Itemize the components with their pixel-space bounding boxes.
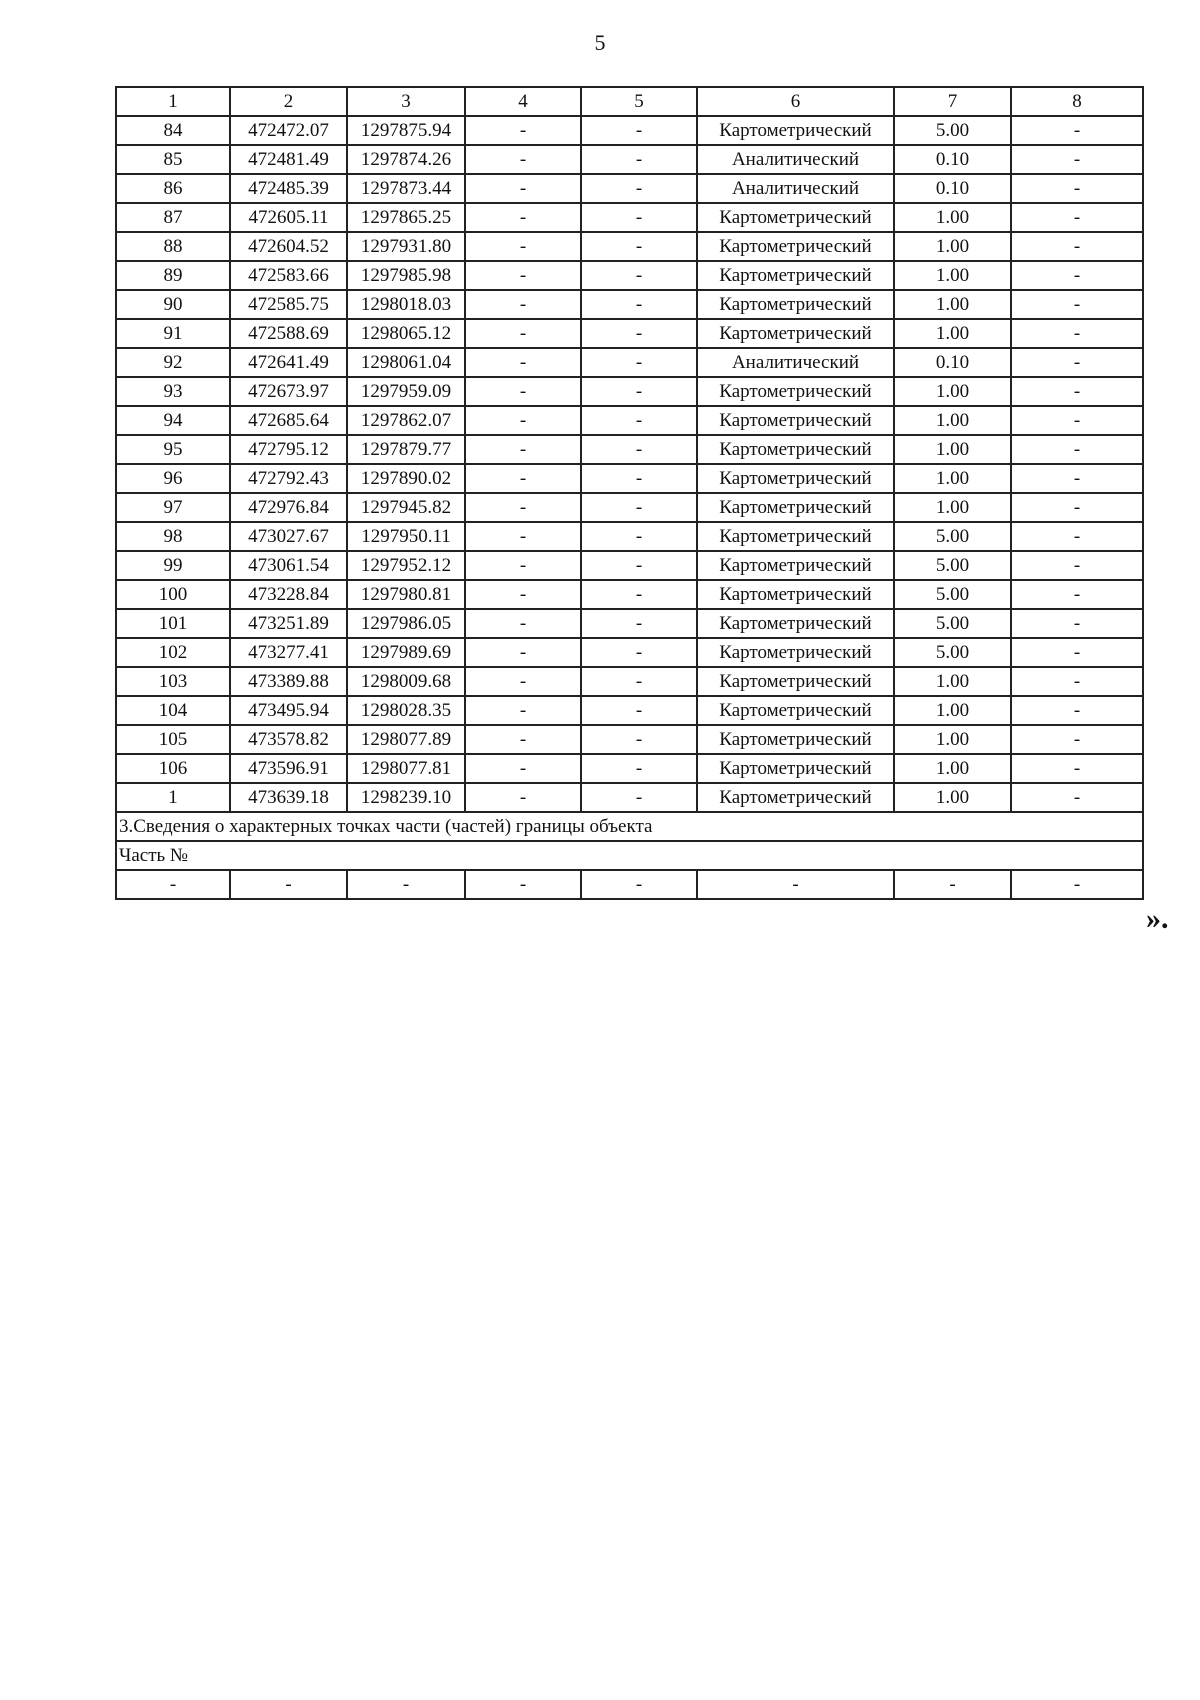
table-cell: 473277.41 [230, 638, 347, 667]
table-cell: - [581, 783, 697, 812]
table-row [116, 783, 1143, 812]
table-cell: - [1011, 348, 1143, 377]
table-cell: Картометрический [697, 377, 894, 406]
table-cell: - [1011, 116, 1143, 145]
table-cell: 103 [116, 667, 230, 696]
table-row [116, 464, 1143, 493]
table-cell: - [465, 435, 581, 464]
table-cell: - [1011, 522, 1143, 551]
table-cell: - [581, 261, 697, 290]
table-cell: 472485.39 [230, 174, 347, 203]
table-cell: - [581, 377, 697, 406]
table-cell: - [581, 754, 697, 783]
table-cell: - [465, 522, 581, 551]
table-cell: - [581, 609, 697, 638]
table-row [116, 261, 1143, 290]
table-cell: 473495.94 [230, 696, 347, 725]
table-cell: - [581, 551, 697, 580]
table-cell: 472472.07 [230, 116, 347, 145]
table-cell: 1297989.69 [347, 638, 465, 667]
table-cell: 1.00 [894, 261, 1011, 290]
table-cell: 93 [116, 377, 230, 406]
table-cell: 5.00 [894, 580, 1011, 609]
table-cell: - [581, 580, 697, 609]
table-cell: 92 [116, 348, 230, 377]
table-cell: 98 [116, 522, 230, 551]
table-cell: 85 [116, 145, 230, 174]
table-cell: 1297873.44 [347, 174, 465, 203]
table-cell: 472976.84 [230, 493, 347, 522]
table-cell: Картометрический [697, 203, 894, 232]
table-cell: - [465, 580, 581, 609]
table-row [116, 435, 1143, 464]
table-cell: 95 [116, 435, 230, 464]
table-cell: 473639.18 [230, 783, 347, 812]
table-cell: 473389.88 [230, 667, 347, 696]
part-label-row [116, 841, 1143, 870]
table-cell: 1297952.12 [347, 551, 465, 580]
table-cell: - [581, 174, 697, 203]
table-cell: - [465, 261, 581, 290]
closing-quote-mark: ». [1146, 902, 1169, 935]
table-cell: 472604.52 [230, 232, 347, 261]
header-cell: 7 [894, 87, 1011, 116]
table-cell: Картометрический [697, 783, 894, 812]
table-row [116, 406, 1143, 435]
empty-cell: - [894, 870, 1011, 899]
table-row [116, 319, 1143, 348]
table-cell: 1297865.25 [347, 203, 465, 232]
table-cell: - [1011, 290, 1143, 319]
table-cell: 1.00 [894, 725, 1011, 754]
empty-row [116, 870, 1143, 899]
table-cell: 1.00 [894, 319, 1011, 348]
table-cell: 94 [116, 406, 230, 435]
table-cell: - [1011, 319, 1143, 348]
table-cell: 1297945.82 [347, 493, 465, 522]
table-cell: 102 [116, 638, 230, 667]
table-cell: 1297986.05 [347, 609, 465, 638]
table-cell: Аналитический [697, 174, 894, 203]
table-cell: 1.00 [894, 232, 1011, 261]
table-cell: 5.00 [894, 551, 1011, 580]
table-cell: 88 [116, 232, 230, 261]
table-cell: - [581, 203, 697, 232]
table-cell: 99 [116, 551, 230, 580]
table-cell: 473228.84 [230, 580, 347, 609]
coordinates-table [115, 86, 1144, 900]
header-cell: 8 [1011, 87, 1143, 116]
table-cell: - [465, 145, 581, 174]
table-cell: 472588.69 [230, 319, 347, 348]
table-cell: 106 [116, 754, 230, 783]
table-cell: 1297985.98 [347, 261, 465, 290]
table-cell: 472585.75 [230, 290, 347, 319]
empty-cell: - [465, 870, 581, 899]
table-row [116, 638, 1143, 667]
table-cell: 1297959.09 [347, 377, 465, 406]
table-cell: - [1011, 145, 1143, 174]
table-cell: 472583.66 [230, 261, 347, 290]
empty-cell: - [697, 870, 894, 899]
table-cell: 1298061.04 [347, 348, 465, 377]
table-row [116, 725, 1143, 754]
table-cell: Картометрический [697, 754, 894, 783]
table-cell: 473596.91 [230, 754, 347, 783]
table-cell: 472641.49 [230, 348, 347, 377]
table-row [116, 522, 1143, 551]
table-cell: - [581, 116, 697, 145]
table-cell: - [1011, 406, 1143, 435]
table-cell: 1298028.35 [347, 696, 465, 725]
table-cell: 1297980.81 [347, 580, 465, 609]
section-title-row [116, 812, 1143, 841]
table-cell: - [465, 116, 581, 145]
table-cell: 90 [116, 290, 230, 319]
table-row [116, 174, 1143, 203]
table-cell: Картометрический [697, 638, 894, 667]
table-cell: Картометрический [697, 261, 894, 290]
table-cell: - [581, 348, 697, 377]
table-row [116, 348, 1143, 377]
table-cell: 472673.97 [230, 377, 347, 406]
table-row [116, 696, 1143, 725]
table-cell: 0.10 [894, 348, 1011, 377]
table-cell: - [1011, 261, 1143, 290]
table-cell: 1297874.26 [347, 145, 465, 174]
table-cell: Картометрический [697, 551, 894, 580]
table-cell: 473061.54 [230, 551, 347, 580]
table-cell: - [581, 435, 697, 464]
table-cell: Картометрический [697, 406, 894, 435]
table-cell: - [465, 725, 581, 754]
table-row [116, 232, 1143, 261]
table-cell: 1298239.10 [347, 783, 465, 812]
table-cell: 472685.64 [230, 406, 347, 435]
table-cell: - [581, 145, 697, 174]
table-cell: 1297862.07 [347, 406, 465, 435]
table-cell: 1 [116, 783, 230, 812]
empty-cell: - [1011, 870, 1143, 899]
table-cell: - [1011, 783, 1143, 812]
table-cell: 472795.12 [230, 435, 347, 464]
table-cell: - [1011, 203, 1143, 232]
table-row [116, 551, 1143, 580]
table-cell: - [1011, 696, 1143, 725]
table-cell: 1298018.03 [347, 290, 465, 319]
table-cell: - [465, 377, 581, 406]
table-cell: Аналитический [697, 348, 894, 377]
table-cell: 1297931.80 [347, 232, 465, 261]
table-cell: Картометрический [697, 696, 894, 725]
table-cell: - [465, 638, 581, 667]
table-cell: 5.00 [894, 609, 1011, 638]
table-cell: - [581, 638, 697, 667]
table-cell: - [581, 464, 697, 493]
table-row [116, 667, 1143, 696]
table-cell: - [581, 319, 697, 348]
part-label: Часть № [116, 841, 1143, 870]
table-cell: 1.00 [894, 783, 1011, 812]
table-cell: - [1011, 609, 1143, 638]
table-cell: 1298065.12 [347, 319, 465, 348]
table-cell: 1298009.68 [347, 667, 465, 696]
table-cell: - [1011, 551, 1143, 580]
table-cell: - [1011, 232, 1143, 261]
section-title: 3.Сведения о характерных точках части (частей) границы объекта [116, 812, 1143, 841]
table-cell: - [1011, 580, 1143, 609]
table-cell: 1.00 [894, 667, 1011, 696]
table-cell: - [581, 493, 697, 522]
empty-cell: - [230, 870, 347, 899]
table-cell: - [465, 609, 581, 638]
table-cell: 473578.82 [230, 725, 347, 754]
table-cell: - [1011, 435, 1143, 464]
table-cell: - [581, 725, 697, 754]
table-cell: - [1011, 667, 1143, 696]
table-cell: - [1011, 174, 1143, 203]
table-cell: 1297890.02 [347, 464, 465, 493]
empty-cell: - [116, 870, 230, 899]
table-cell: 0.10 [894, 174, 1011, 203]
table-cell: 91 [116, 319, 230, 348]
table-cell: - [465, 493, 581, 522]
table-cell: - [581, 667, 697, 696]
table-cell: 1.00 [894, 464, 1011, 493]
table-cell: - [1011, 638, 1143, 667]
table-cell: 1.00 [894, 754, 1011, 783]
table-cell: - [465, 667, 581, 696]
table-cell: 1.00 [894, 493, 1011, 522]
table-cell: - [465, 232, 581, 261]
table-cell: 1297950.11 [347, 522, 465, 551]
table-cell: Картометрический [697, 290, 894, 319]
table-body [116, 87, 1143, 899]
table-cell: Картометрический [697, 667, 894, 696]
table-cell: 96 [116, 464, 230, 493]
table-cell: 1.00 [894, 203, 1011, 232]
table-cell: 5.00 [894, 638, 1011, 667]
table-row [116, 116, 1143, 145]
table-cell: 473251.89 [230, 609, 347, 638]
table-cell: - [581, 696, 697, 725]
table-cell: Аналитический [697, 145, 894, 174]
table-cell: 1.00 [894, 290, 1011, 319]
empty-cell: - [347, 870, 465, 899]
table-cell: Картометрический [697, 232, 894, 261]
table-cell: 1298077.89 [347, 725, 465, 754]
table-cell: - [465, 203, 581, 232]
table-cell: 1298077.81 [347, 754, 465, 783]
table-row [116, 203, 1143, 232]
header-cell: 1 [116, 87, 230, 116]
table-cell: Картометрический [697, 493, 894, 522]
table-cell: - [465, 290, 581, 319]
table-cell: - [581, 406, 697, 435]
table-row [116, 580, 1143, 609]
table-cell: 86 [116, 174, 230, 203]
page-number: 5 [594, 30, 606, 55]
table-row [116, 754, 1143, 783]
table-cell: 89 [116, 261, 230, 290]
table-cell: 87 [116, 203, 230, 232]
table-cell: - [1011, 725, 1143, 754]
table-cell: 1.00 [894, 696, 1011, 725]
table-cell: 472481.49 [230, 145, 347, 174]
header-cell: 4 [465, 87, 581, 116]
header-row [116, 87, 1143, 116]
table-cell: - [465, 406, 581, 435]
table-cell: Картометрический [697, 522, 894, 551]
table-cell: - [581, 232, 697, 261]
table-cell: Картометрический [697, 725, 894, 754]
header-cell: 5 [581, 87, 697, 116]
table-cell: 104 [116, 696, 230, 725]
table-cell: 84 [116, 116, 230, 145]
table-cell: Картометрический [697, 609, 894, 638]
table-cell: 1297875.94 [347, 116, 465, 145]
table-cell: 0.10 [894, 145, 1011, 174]
table-cell: Картометрический [697, 116, 894, 145]
table-cell: 5.00 [894, 116, 1011, 145]
table-cell: - [465, 464, 581, 493]
table-cell: 1297879.77 [347, 435, 465, 464]
table-cell: - [465, 696, 581, 725]
table-cell: - [1011, 464, 1143, 493]
table-cell: - [465, 551, 581, 580]
table-cell: Картометрический [697, 319, 894, 348]
table-cell: - [465, 783, 581, 812]
table-row [116, 377, 1143, 406]
table-cell: Картометрический [697, 580, 894, 609]
table-cell: 105 [116, 725, 230, 754]
table-cell: 473027.67 [230, 522, 347, 551]
table-cell: - [1011, 377, 1143, 406]
table-row [116, 493, 1143, 522]
table-cell: 97 [116, 493, 230, 522]
table-cell: - [465, 174, 581, 203]
table-row [116, 290, 1143, 319]
table-cell: 1.00 [894, 406, 1011, 435]
table-cell: - [1011, 493, 1143, 522]
table-cell: 100 [116, 580, 230, 609]
table-cell: 472605.11 [230, 203, 347, 232]
header-cell: 6 [697, 87, 894, 116]
table-cell: 1.00 [894, 435, 1011, 464]
table-cell: 5.00 [894, 522, 1011, 551]
table-cell: - [465, 348, 581, 377]
table-cell: - [465, 754, 581, 783]
table-cell: 101 [116, 609, 230, 638]
table-cell: Картометрический [697, 464, 894, 493]
table-cell: Картометрический [697, 435, 894, 464]
table-row [116, 609, 1143, 638]
table-cell: - [465, 319, 581, 348]
table-cell: - [581, 522, 697, 551]
table-cell: - [581, 290, 697, 319]
header-cell: 3 [347, 87, 465, 116]
table-row [116, 145, 1143, 174]
empty-cell: - [581, 870, 697, 899]
table-cell: - [1011, 754, 1143, 783]
header-cell: 2 [230, 87, 347, 116]
table-cell: 472792.43 [230, 464, 347, 493]
table-cell: 1.00 [894, 377, 1011, 406]
